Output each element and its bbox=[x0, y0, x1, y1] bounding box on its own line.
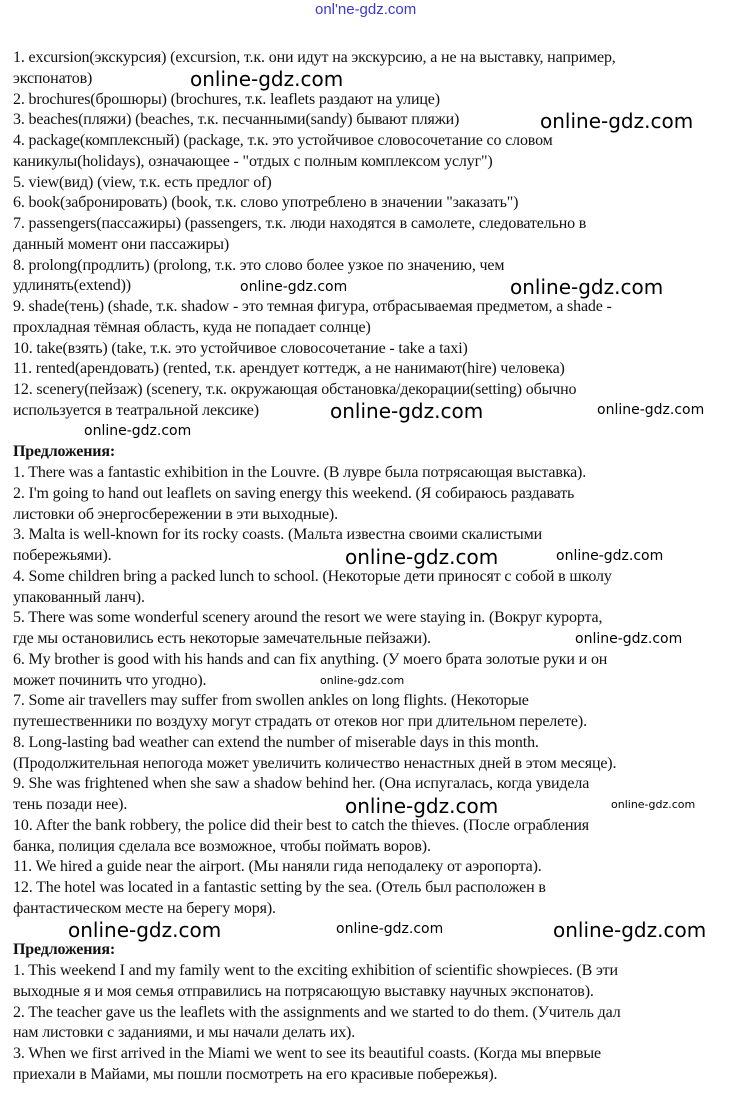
text-line: 10. take(взять) (take, т.к. это устойчивое словосочетание - take a taxi) bbox=[13, 339, 468, 357]
watermark: online-gdz.com bbox=[510, 275, 664, 299]
text-line: 4. package(комплексный) (package, т.к. это устойчивое словосочетание со словом bbox=[13, 132, 553, 149]
text-line: удлинять(extend)) bbox=[13, 277, 131, 295]
text-line: где мы остановились есть некоторые замечательные пейзажи). bbox=[13, 630, 431, 647]
watermark: online-gdz.com bbox=[611, 798, 696, 811]
watermark: online-gdz.com bbox=[597, 402, 705, 418]
text-line: каникулы(holidays), означающее - "отдых с полным комплексом услуг") bbox=[13, 152, 493, 170]
text-line: 3. Malta is well-known for its rocky coasts. (Мальта известна своими скалистыми bbox=[13, 526, 542, 544]
text-line: может починить что угодно). bbox=[13, 671, 207, 689]
text-line: упакованный ланч). bbox=[13, 588, 145, 606]
text-line: (Продолжительная непогода может увеличить количество ненастных дней в этом месяце). bbox=[13, 754, 617, 772]
watermark: online-gdz.com bbox=[84, 423, 192, 439]
text-line: приехали в Майами, мы пошли посмотреть на его красивые побережья). bbox=[13, 1065, 498, 1083]
text-line: 6. book(забронировать) (book, т.к. слово употреблено в значении "заказать") bbox=[13, 194, 519, 212]
text-line: побережьями). bbox=[13, 547, 112, 564]
text-line: прохладная тёмная область, куда не попадает солнце) bbox=[13, 318, 371, 336]
text-line: экспонатов) bbox=[13, 69, 93, 87]
text-line: 3. When we first arrived in the Miami we went to see its beautiful coasts. (Когда мы впервые bbox=[13, 1045, 601, 1062]
text-line: 7. passengers(пассажиры) (passengers, т.к. люди находятся в самолете, следовательно в bbox=[13, 215, 587, 232]
text-line: данный момент они пассажиры) bbox=[13, 235, 230, 253]
text-line: 6. My brother is good with his hands and can fix anything. (У моего брата золотые руки и он bbox=[13, 650, 608, 668]
text-line: 2. brochures(брошюры) (brochures, т.к. leaflets раздают на улице) bbox=[13, 90, 440, 108]
text-line: 1. There was a fantastic exhibition in the Louvre. (В лувре была потрясающая выставка). bbox=[13, 464, 587, 481]
text-line: 12. scenery(пейзаж) (scenery, т.к. окружающая обстановка/декорации(setting) обычно bbox=[13, 381, 577, 398]
section-heading: Предложения: bbox=[13, 443, 116, 461]
text-line: 7. Some air travellers may suffer from swollen ankles on long flights. (Некоторые bbox=[13, 692, 529, 710]
watermark: online-gdz.com bbox=[240, 279, 348, 295]
text-line: 3. beaches(пляжи) (beaches, т.к. песчанными(sandy) бывают пляжи) bbox=[13, 111, 460, 129]
text-line: 8. Long-lasting bad weather can extend the number of miserable days in this month. bbox=[13, 733, 539, 751]
sentences-section-2 bbox=[13, 940, 743, 1085]
section-heading: Предложения: bbox=[13, 941, 116, 959]
text-line: банка, полиция сделала все возможное, чтобы поймать воров). bbox=[13, 837, 431, 855]
watermark: online-gdz.com bbox=[190, 67, 344, 91]
text-line: 1. This weekend I and my family went to the exciting exhibition of scientific showpieces. (В эти bbox=[13, 962, 618, 979]
text-line: 2. I'm going to hand out leaflets on saving energy this weekend. (Я собираюсь раздавать bbox=[13, 484, 575, 502]
watermark: online-gdz.com bbox=[575, 631, 683, 647]
text-line: 12. The hotel was located in a fantastic setting by the sea. (Отель был расположен в bbox=[13, 879, 546, 896]
watermark: online-gdz.com bbox=[540, 109, 694, 133]
header-watermark: onl'ne-gdz.com bbox=[315, 1, 417, 18]
text-line: нам листовки с заданиями, и мы начали делать их). bbox=[13, 1024, 356, 1042]
text-line: используется в театральной лексике) bbox=[13, 401, 259, 419]
watermark: online-gdz.com bbox=[345, 545, 499, 569]
watermark: online-gdz.com bbox=[345, 794, 499, 818]
text-line: 8. prolong(продлить) (prolong, т.к. это слово более узкое по значению, чем bbox=[13, 256, 505, 274]
watermark: online-gdz.com bbox=[68, 918, 222, 942]
text-line: тень позади нее). bbox=[13, 796, 128, 813]
text-line: 11. We hired a guide near the airport. (Мы наняли гида неподалеку от аэропорта). bbox=[13, 858, 542, 876]
watermark: online-gdz.com bbox=[553, 918, 707, 942]
text-line: 9. shade(тень) (shade, т.к. shadow - это темная фигура, отбрасываемая предметом, а shade - bbox=[13, 298, 612, 315]
text-line: 5. There was some wonderful scenery around the resort we were staying in. (Вокруг курорта, bbox=[13, 609, 603, 627]
watermark: online-gdz.com bbox=[556, 548, 664, 564]
text-line: листовки об энергосбережении в эти выходные). bbox=[13, 505, 338, 523]
answers-section bbox=[13, 48, 743, 422]
text-line: 4. Some children bring a packed lunch to school. (Некоторые дети приносят с собой в школу bbox=[13, 567, 612, 585]
text-line: 1. excursion(экскурсия) (excursion, т.к. они идут на экскурсию, а не на выставку, например, bbox=[13, 49, 616, 66]
watermark: online-gdz.com bbox=[330, 399, 484, 423]
watermark: online-gdz.com bbox=[320, 674, 405, 687]
text-line: фантастическом месте на берегу моря). bbox=[13, 899, 276, 917]
text-line: 11. rented(арендовать) (rented, т.к. арендует коттедж, а не нанимают(hire) человека) bbox=[13, 360, 565, 378]
text-line: 2. The teacher gave us the leaflets with the assignments and we started to do them. (Учитель дал bbox=[13, 1003, 621, 1021]
watermark: online-gdz.com bbox=[336, 921, 444, 937]
text-line: 9. She was frightened when she saw a shadow behind her. (Она испугалась, когда увидела bbox=[13, 775, 590, 793]
text-line: 5. view(вид) (view, т.к. есть предлог of) bbox=[13, 173, 272, 191]
text-line: выходные я и моя семья отправились на потрясающую выставку научных экспонатов). bbox=[13, 982, 594, 1000]
text-line: 10. After the bank robbery, the police did their best to catch the thieves. (После ограбления bbox=[13, 816, 589, 834]
text-line: путешественники по воздуху могут страдать от отеков ног при длительном перелете). bbox=[13, 713, 587, 730]
